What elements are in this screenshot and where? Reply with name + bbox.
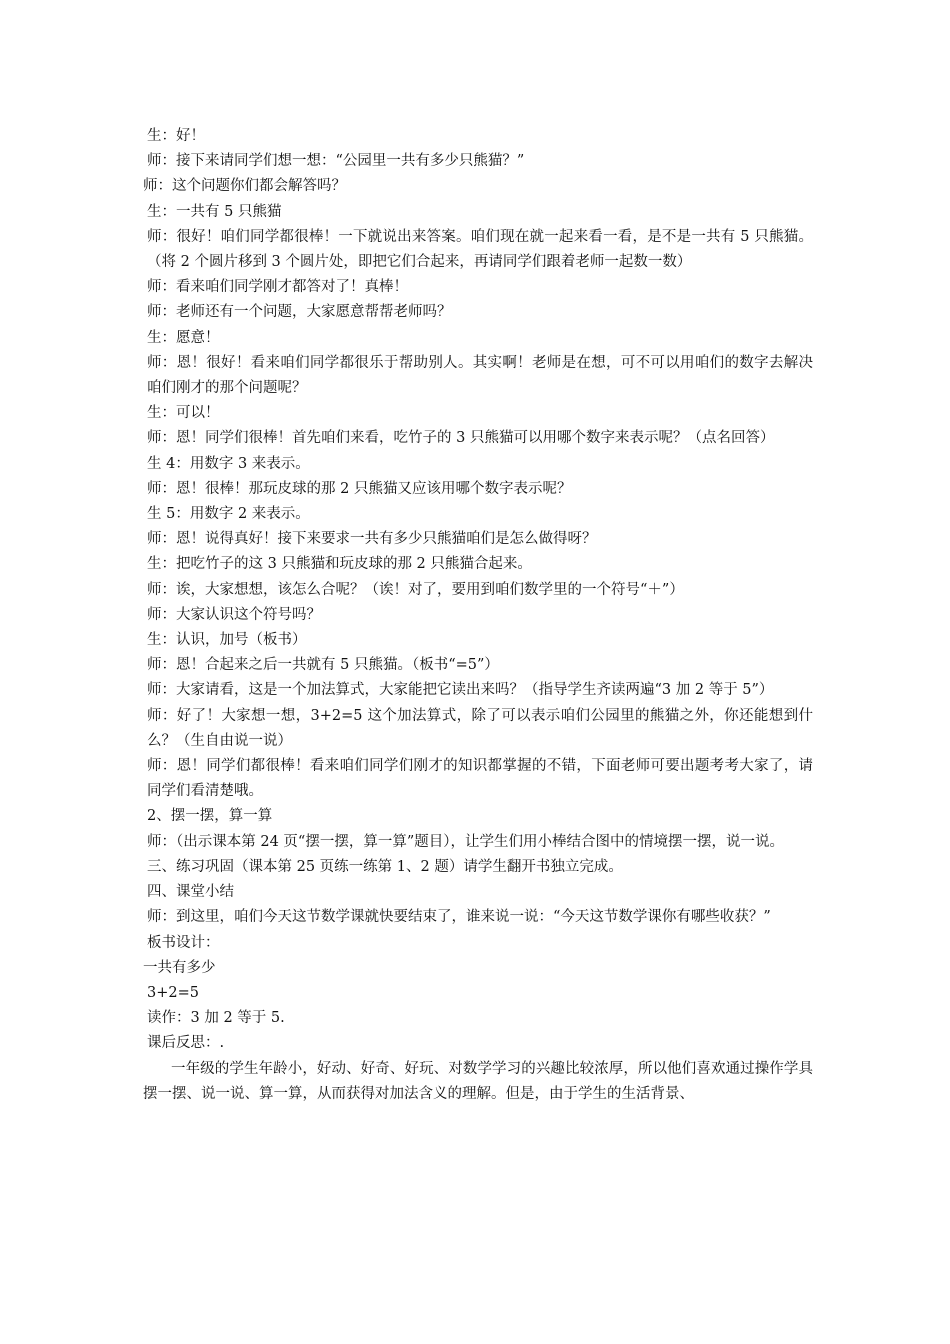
paragraph: 师：到这里，咱们今天这节数学课就快要结束了，谁来说一说：“今天这节数学课你有哪些收获？” bbox=[147, 909, 771, 926]
paragraph: 一年级的学生年龄小，好动、好奇、好玩、对数学学习的兴趣比较浓厚，所以他们喜欢通过操作学具摆一摆、说一说、算一算，从而获得对加法含义的理解。但是，由于学生的生活背景、 bbox=[143, 1060, 813, 1102]
paragraph: 2、摆一摆，算一算 bbox=[147, 808, 273, 825]
paragraph: 生：一共有 5 只熊猫 bbox=[147, 203, 282, 220]
paragraph: 3+2=5 bbox=[147, 984, 199, 1001]
paragraph: 师：恩！很好！看来咱们同学都很乐于帮助别人。其实啊！老师是在想，可不可以用咱们的数字去解决咱们刚才的那个问题呢？ bbox=[147, 354, 813, 397]
paragraph: 师：恩！同学们很棒！首先咱们来看，吃竹子的 3 只熊猫可以用哪个数字来表示呢？（点名回答） bbox=[147, 430, 775, 447]
paragraph: 师：恩！说得真好！接下来要求一共有多少只熊猫咱们是怎么做得呀？ bbox=[147, 531, 597, 548]
paragraph: 师：老师还有一个问题，大家愿意帮帮老师吗？ bbox=[147, 304, 452, 321]
paragraph: 读作：3 加 2 等于 5. bbox=[147, 1010, 285, 1027]
paragraph: 板书设计： bbox=[147, 934, 220, 951]
paragraph: 三、练习巩固（课本第 25 页练一练第 1、2 题）请学生翻开书独立完成。 bbox=[147, 858, 623, 875]
paragraph: 生：愿意！ bbox=[147, 329, 220, 346]
paragraph: 师：很好！咱们同学都很棒！一下就说出来答案。咱们现在就一起来看一看，是不是一共有 5 只熊猫。（将 2 个圆片移到 3 个圆片处，即把它们合起来，再请同学们跟着老师一起数一数） bbox=[147, 228, 813, 271]
paragraph: 生 5：用数字 2 来表示。 bbox=[147, 506, 310, 523]
paragraph: 师：看来咱们同学刚才都答对了！真棒！ bbox=[147, 279, 408, 296]
paragraph: 生：可以！ bbox=[147, 405, 220, 422]
document-body bbox=[143, 124, 813, 1107]
paragraph: 生：好！ bbox=[147, 128, 205, 144]
paragraph: 师：接下来请同学们想一想：“公园里一共有多少只熊猫？” bbox=[147, 153, 525, 170]
paragraph: 师：大家请看，这是一个加法算式，大家能把它读出来吗？（指导学生齐读两遍“3 加 2 等于 5”） bbox=[147, 682, 774, 699]
paragraph: 师：恩！同学们都很棒！看来咱们同学们刚才的知识都掌握的不错，下面老师可要出题考考大家了，请同学们看清楚哦。 bbox=[147, 758, 813, 800]
paragraph: 四、课堂小结 bbox=[147, 884, 234, 901]
paragraph: 师：恩！合起来之后一共就有 5 只熊猫。（板书“=5”） bbox=[147, 657, 499, 674]
paragraph: 课后反思：. bbox=[147, 1035, 225, 1052]
paragraph: 生：把吃竹子的这 3 只熊猫和玩皮球的那 2 只熊猫合起来。 bbox=[147, 556, 532, 573]
paragraph: 师：好了！大家想一想，3+2=5 这个加法算式，除了可以表示咱们公园里的熊猫之外，你还能想到什么？（生自由说一说） bbox=[147, 707, 813, 749]
paragraph: 师：（出示课本第 24 页“摆一摆，算一算”题目），让学生们用小棒结合图中的情境摆一摆，说一说。 bbox=[147, 833, 784, 850]
paragraph: 师：这个问题你们都会解答吗？ bbox=[143, 178, 346, 195]
paragraph: 师：大家认识这个符号吗？ bbox=[147, 606, 321, 623]
paragraph: 一共有多少 bbox=[143, 959, 216, 976]
paragraph: 师：诶，大家想想，该怎么合呢？（诶！对了，要用到咱们数学里的一个符号“＋”） bbox=[147, 581, 684, 598]
paragraph: 师：恩！很棒！那玩皮球的那 2 只熊猫又应该用哪个数字表示呢？ bbox=[147, 480, 572, 497]
paragraph: 生 4：用数字 3 来表示。 bbox=[147, 455, 310, 472]
paragraph: 生：认识，加号（板书） bbox=[147, 632, 307, 649]
